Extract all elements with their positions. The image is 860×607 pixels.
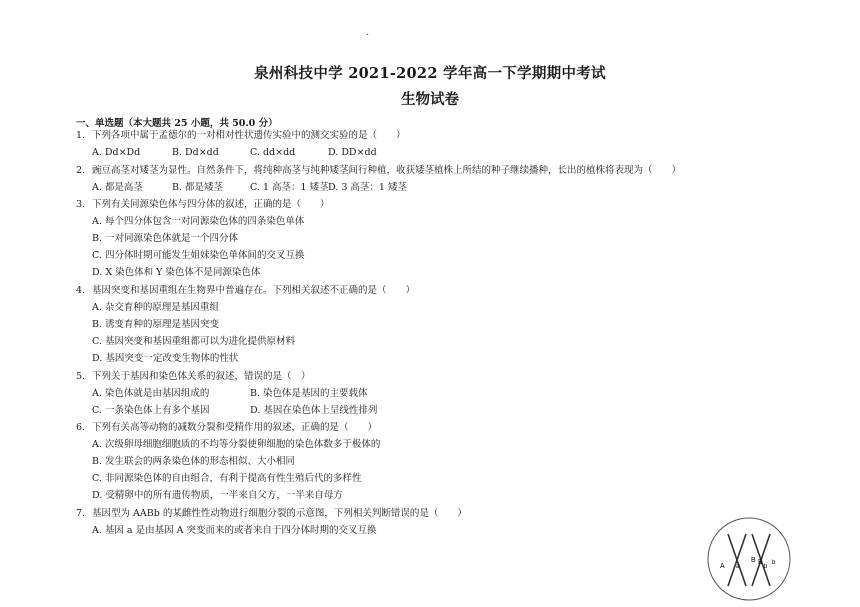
option-6d: D. 受精卵中的所有遗传物质，一半来自父方，一半来自母方 <box>92 490 343 501</box>
option-1d: D. DD×dd <box>328 147 377 158</box>
question-number: 4. <box>76 285 86 296</box>
option-6b: B. 发生联会的两条染色体的形态相似、大小相同 <box>92 456 296 467</box>
question-number: 7. <box>76 508 86 519</box>
question-number: 5. <box>76 371 86 382</box>
option-1c: C. dd×dd <box>250 147 296 158</box>
gene-label: B <box>758 559 763 566</box>
question-3 <box>76 199 330 211</box>
gene-label: b <box>764 564 768 570</box>
cell-division-diagram <box>706 516 792 602</box>
question-number: 1. <box>76 130 86 141</box>
option-2d: D. 3 高茎：1 矮茎 <box>328 182 407 193</box>
option-2a: A. 都是高茎 <box>92 182 143 193</box>
question-stem: 豌豆高茎对矮茎为显性。自然条件下，将纯种高茎与纯种矮茎间行种植，收获矮茎植株上所结的种子继续播种，长出的植株将表现为（ ） <box>92 165 682 176</box>
gene-label: b <box>772 560 776 566</box>
question-2 <box>76 165 681 177</box>
question-stem: 下列有关同源染色体与四分体的叙述，正确的是（ ） <box>92 199 330 210</box>
option-6c: C. 非同源染色体的自由组合，有利于提高有性生殖后代的多样性 <box>92 473 362 484</box>
question-5 <box>76 371 311 383</box>
option-4d: D. 基因突变一定改变生物体的性状 <box>92 353 239 364</box>
option-3c: C. 四分体时期可能发生姐妹染色单体间的交叉互换 <box>92 250 305 261</box>
question-number: 3. <box>76 199 86 210</box>
option-4b: B. 诱变育种的原理是基因突变 <box>92 319 220 330</box>
option-6a: A. 次级卵母细胞细胞质的不均等分裂使卵细胞的染色体数多于极体的 <box>92 439 381 450</box>
question-stem: 基因型为 AABb 的某雌性性动物进行细胞分裂的示意图，下列相关判断错误的是（ ） <box>92 508 467 519</box>
option-5c: C. 一条染色体上有多个基因 <box>92 405 210 416</box>
option-5d: D. 基因在染色体上呈线性排列 <box>250 405 378 416</box>
question-stem: 下列有关高等动物的减数分裂和受精作用的叙述，正确的是（ ） <box>92 422 378 433</box>
section-heading: 一、单选题（本大题共 25 小题，共 50.0 分） <box>76 118 278 129</box>
question-1 <box>76 130 406 142</box>
option-4a: A. 杂交育种的原理是基因重组 <box>92 302 219 313</box>
gene-label: a <box>736 564 740 570</box>
question-stem: 下列关于基因和染色体关系的叙述，错误的是（ ） <box>92 371 311 382</box>
cell-membrane <box>708 518 790 600</box>
option-1a: A. Dd×Dd <box>92 147 141 158</box>
question-7 <box>76 508 467 520</box>
option-2b: B. 都是矮茎 <box>172 182 224 193</box>
option-3d: D. X 染色体和 Y 染色体不是同源染色体 <box>92 267 261 278</box>
exam-subtitle: 生物试卷 <box>401 91 459 108</box>
option-3b: B. 一对同源染色体就是一个四分体 <box>92 233 239 244</box>
gene-label: A <box>720 563 725 570</box>
question-number: 2. <box>76 165 86 176</box>
question-stem: 下列各项中属于孟德尔的一对相对性状遗传实验中的测交实验的是（ ） <box>92 130 406 141</box>
gene-label: B <box>751 557 756 564</box>
option-3a: A. 每个四分体包含一对同源染色体的四条染色单体 <box>92 216 305 227</box>
option-2c: C. 1 高茎：1 矮茎 <box>250 182 329 193</box>
option-7a: A. 基因 a 是由基因 A 突变而来的或者来自于四分体时期的交叉互换 <box>92 525 377 536</box>
exam-title: 泉州科技中学 2021-2022 学年高一下学期期中考试 <box>254 65 606 82</box>
question-stem: 基因突变和基因重组在生物界中普遍存在。下列相关叙述不正确的是（ ） <box>92 285 416 296</box>
option-1b: B. Dd×dd <box>172 147 219 158</box>
option-5b: B. 染色体是基因的主要载体 <box>250 388 368 399</box>
question-6 <box>76 422 377 434</box>
option-5a: A. 染色体就是由基因组成的 <box>92 388 210 399</box>
question-number: 6. <box>76 422 86 433</box>
question-4 <box>76 285 415 297</box>
header-dot: · <box>366 30 370 41</box>
option-4c: C. 基因突变和基因重组都可以为进化提供原材料 <box>92 336 295 347</box>
